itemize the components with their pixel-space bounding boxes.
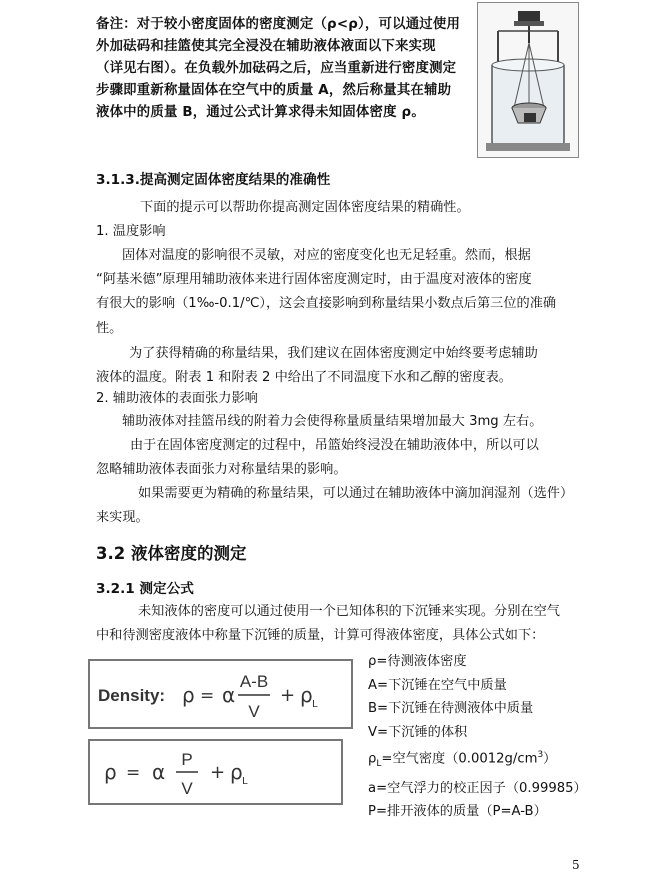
note-line: 液体中的质量 B，通过公式计算求得未知固体密度 ρ。	[96, 105, 425, 120]
body-line: 如果需要更为精确的称量结果，可以通过在辅助液体中滴加润湿剂（选件）	[138, 486, 574, 501]
legend-line-air-density	[368, 744, 638, 777]
body-line: 有很大的影响（1‰-0.1/℃），这会直接影响到称量结果小数点后第三位的准确	[96, 296, 557, 312]
note-line: （详见右图）。在负载外加砝码之后，应当重新进行密度测定	[96, 61, 457, 76]
note-line: 备注：对于较小密度固体的密度测定（ρ<ρ），可以通过使用	[96, 17, 461, 32]
section-intro: 下面的提示可以帮助你提高测定固体密度结果的精确性。	[140, 200, 470, 215]
formula-box-density	[88, 659, 353, 729]
formula-plus: +	[280, 685, 296, 706]
formula-label: Density:	[98, 686, 166, 705]
legend-air-text: =空气密度（0.0012g/cm	[381, 751, 538, 767]
body-line: 未知液体的密度可以通过使用一个已知体积的下沉锤来实现。分别在空气	[138, 604, 560, 619]
formula-equals: =	[126, 763, 141, 783]
formula-numerator: P	[181, 750, 193, 769]
formula-legend	[368, 650, 638, 824]
body-line: “阿基米德”原理用辅助液体来进行固体密度测定时，由于温度对液体的密度	[96, 272, 532, 288]
item-1-title: 1. 温度影响	[96, 224, 166, 239]
section-3-2-intro	[96, 600, 596, 648]
formula-equals: =	[200, 686, 215, 706]
item-2-extra	[96, 482, 596, 530]
formula-rho-l: ρ	[230, 760, 243, 784]
body-line: 中和待测密度液体中称量下沉锤的质量，计算可得液体密度，具体公式如下：	[96, 628, 545, 644]
formula-rho-l-sub: L	[242, 776, 248, 787]
legend-sup: 3	[537, 750, 544, 760]
formula-density	[90, 661, 351, 727]
legend-line: B=下沉锤在待测液体中质量	[368, 701, 534, 716]
note-line: 外加砝码和挂篮使其完全浸没在辅助液体液面以下来实现	[96, 39, 436, 54]
item-2-title: 2. 辅助液体的表面张力影响	[96, 391, 258, 406]
legend-air-end: ）	[543, 751, 557, 767]
legend-line: ρ=待测液体密度	[368, 654, 467, 669]
legend-rho: ρ	[368, 751, 377, 767]
formula-plus: +	[210, 762, 226, 783]
formula-rho: ρ	[182, 683, 195, 707]
section-heading-3-1-3: 3.1.3.提高测定固体密度结果的准确性	[96, 172, 331, 188]
section-heading-3-2-1: 3.2.1 测定公式	[96, 581, 194, 597]
body-line: 为了获得精确的称量结果，我们建议在固体密度测定中始终要考虑辅助	[129, 346, 538, 361]
body-line: 由于在固体密度测定的过程中，吊篮始终浸没在辅助液体中，所以可以	[130, 438, 539, 454]
section-heading-3-2: 3.2 液体密度的测定	[96, 544, 247, 563]
legend-line: A=下沉锤在空气中质量	[368, 677, 507, 693]
formula-rho: ρ	[104, 760, 117, 784]
legend-rho-sub: L	[376, 759, 382, 770]
body-line: 固体对温度的影响很不灵敏，对应的密度变化也无足轻重。然而，根据	[122, 248, 531, 263]
body-line: 性。	[96, 320, 123, 336]
body-line: 辅助液体对挂篮吊线的附着力会使得称量质量结果增加最大 3mg 左右。	[122, 414, 543, 429]
formula-box-density-p	[88, 739, 343, 805]
body-line: 液体的温度。附表 1 和附表 2 中给出了不同温度下水和乙醇的密度表。	[96, 370, 512, 386]
formula-rho-l: ρ	[300, 683, 313, 707]
page-number: 5	[572, 858, 580, 872]
note-paragraph	[96, 14, 466, 124]
formula-denominator: V	[181, 779, 193, 798]
density-kit-drawing	[478, 3, 578, 157]
note-line: 步骤即重新称量固体在空气中的质量 A，然后称量其在辅助	[96, 83, 452, 98]
formula-alpha: α	[222, 683, 236, 707]
item-1-body	[96, 244, 596, 341]
legend-line: a=空气浮力的校正因子（0.99985）	[368, 780, 587, 796]
item-1-recommendation	[96, 342, 596, 390]
formula-numerator: A-B	[239, 672, 269, 691]
body-line: 来实现。	[96, 510, 149, 526]
formula-rho-l-sub: L	[312, 699, 318, 710]
body-line: 忽略辅助液体表面张力对称量结果的影响。	[96, 462, 347, 478]
legend-line: P=排开液体的质量（P=A-B）	[368, 804, 547, 820]
item-2-body	[96, 410, 596, 483]
legend-line: V=下沉锤的体积	[368, 724, 468, 740]
formula-density-p	[90, 741, 341, 803]
formula-denominator: V	[248, 702, 260, 721]
apparatus-illustration	[477, 2, 579, 158]
formula-alpha: α	[152, 760, 166, 784]
